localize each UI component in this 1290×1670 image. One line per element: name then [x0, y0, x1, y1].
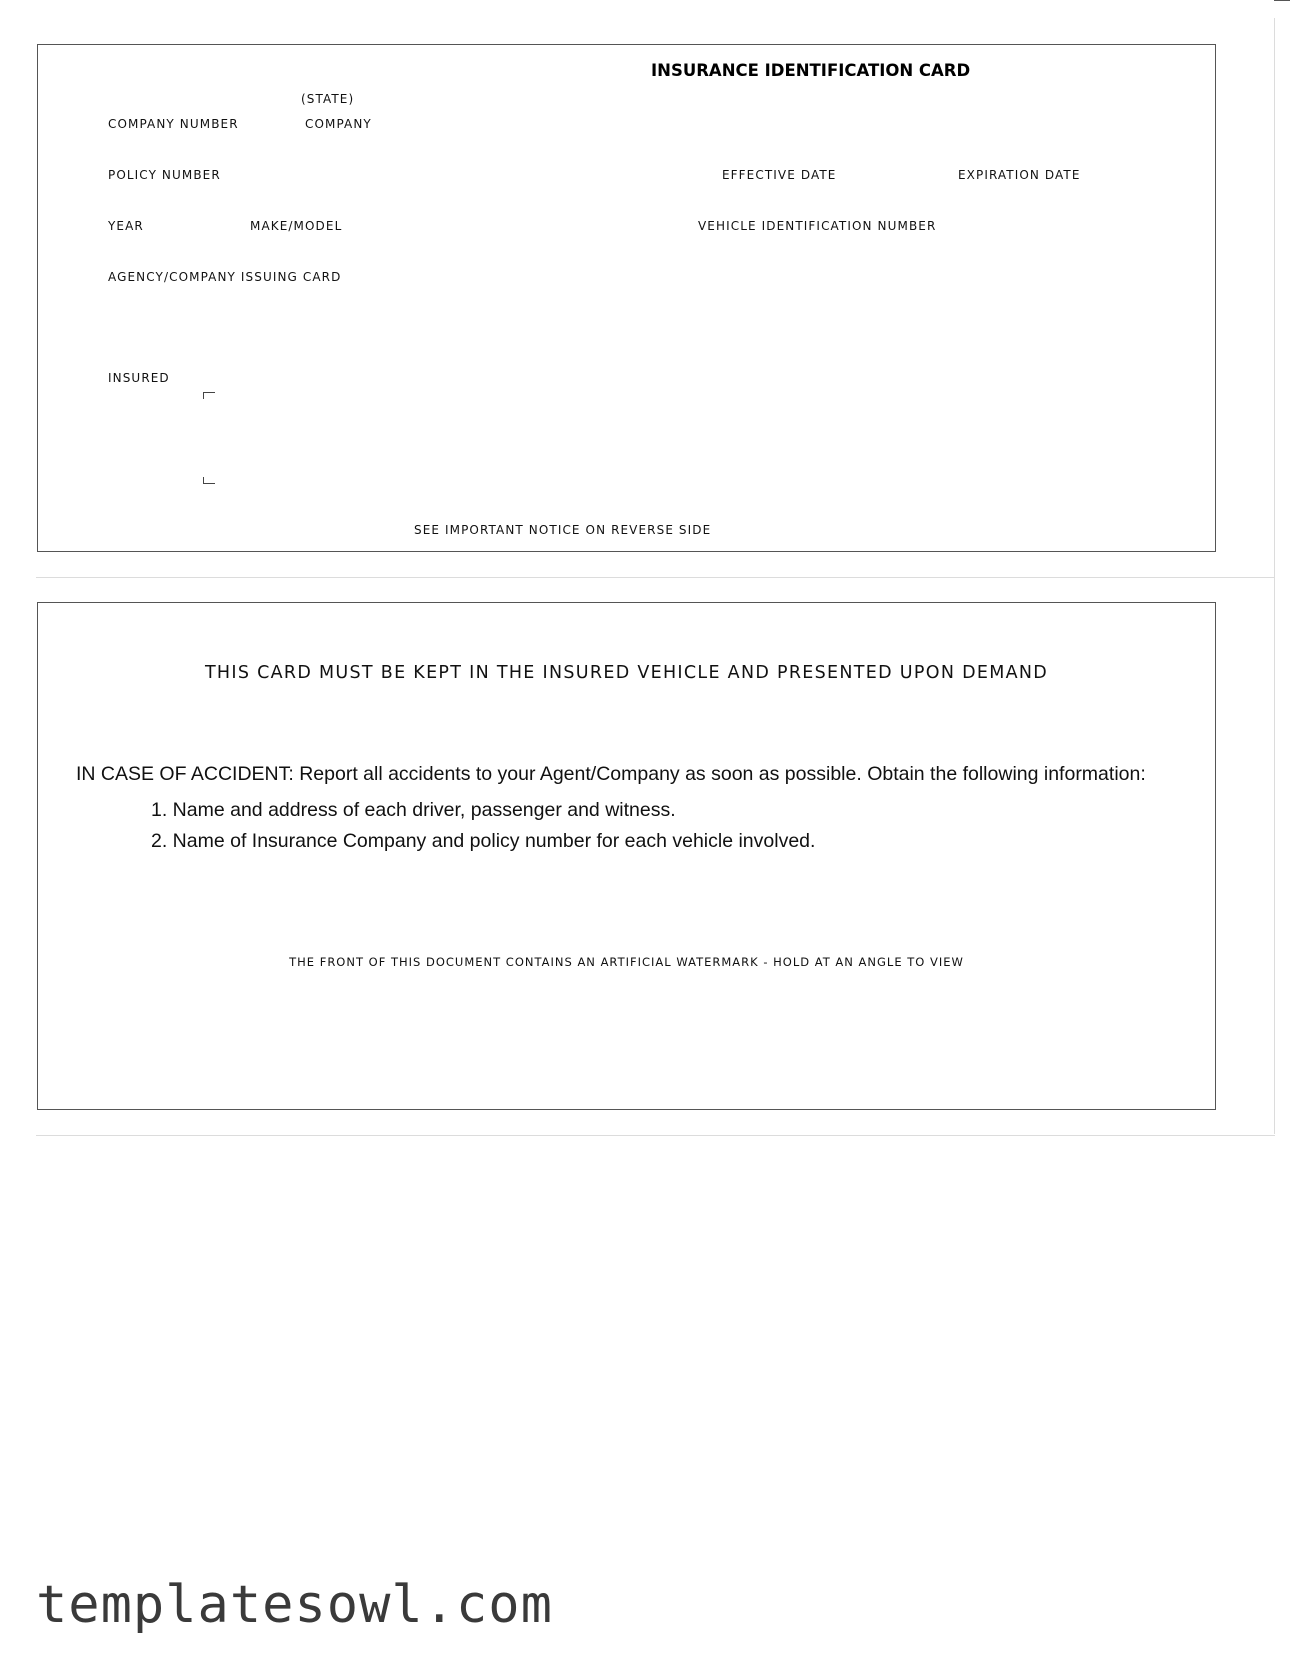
- keep-card-heading: THIS CARD MUST BE KEPT IN THE INSURED VEHICLE AND PRESENTED UPON DEMAND: [204, 663, 1049, 683]
- list-item: 1. Name and address of each driver, passenger and witness.: [151, 799, 676, 821]
- make-model-label: MAKE/MODEL: [250, 219, 343, 233]
- address-window-top-bracket: [203, 392, 215, 399]
- insurance-card-back: [37, 602, 1216, 1110]
- state-label: (STATE): [301, 92, 355, 106]
- expiration-date-label: EXPIRATION DATE: [958, 168, 1081, 182]
- accident-info-list: [151, 795, 815, 857]
- card-title: INSURANCE IDENTIFICATION CARD: [651, 61, 971, 80]
- effective-date-label: EFFECTIVE DATE: [722, 168, 837, 182]
- address-window-bottom-bracket: [203, 477, 215, 484]
- page-corner-mark: [1274, 0, 1290, 9]
- page-edge: [1274, 18, 1275, 1134]
- policy-number-label: POLICY NUMBER: [108, 168, 221, 182]
- site-watermark: templatesowl.com: [36, 1575, 553, 1635]
- accident-instructions: IN CASE OF ACCIDENT: Report all accidents to your Agent/Company as soon as possible. Obtain the following information:: [76, 763, 1146, 785]
- insurance-card-front: [37, 44, 1216, 552]
- card-divider: [36, 577, 1275, 578]
- insured-label: INSURED: [108, 371, 170, 385]
- watermark-notice: THE FRONT OF THIS DOCUMENT CONTAINS AN ARTIFICIAL WATERMARK - HOLD AT AN ANGLE TO VIEW: [289, 955, 964, 969]
- year-label: YEAR: [108, 219, 144, 233]
- page-bottom-divider: [36, 1135, 1275, 1136]
- agency-label: AGENCY/COMPANY ISSUING CARD: [108, 270, 342, 284]
- list-item: 2. Name of Insurance Company and policy number for each vehicle involved.: [151, 830, 816, 852]
- company-number-label: COMPANY NUMBER: [108, 117, 239, 131]
- reverse-side-notice: SEE IMPORTANT NOTICE ON REVERSE SIDE: [414, 523, 712, 537]
- company-label: COMPANY: [305, 117, 372, 131]
- vin-label: VEHICLE IDENTIFICATION NUMBER: [698, 219, 937, 233]
